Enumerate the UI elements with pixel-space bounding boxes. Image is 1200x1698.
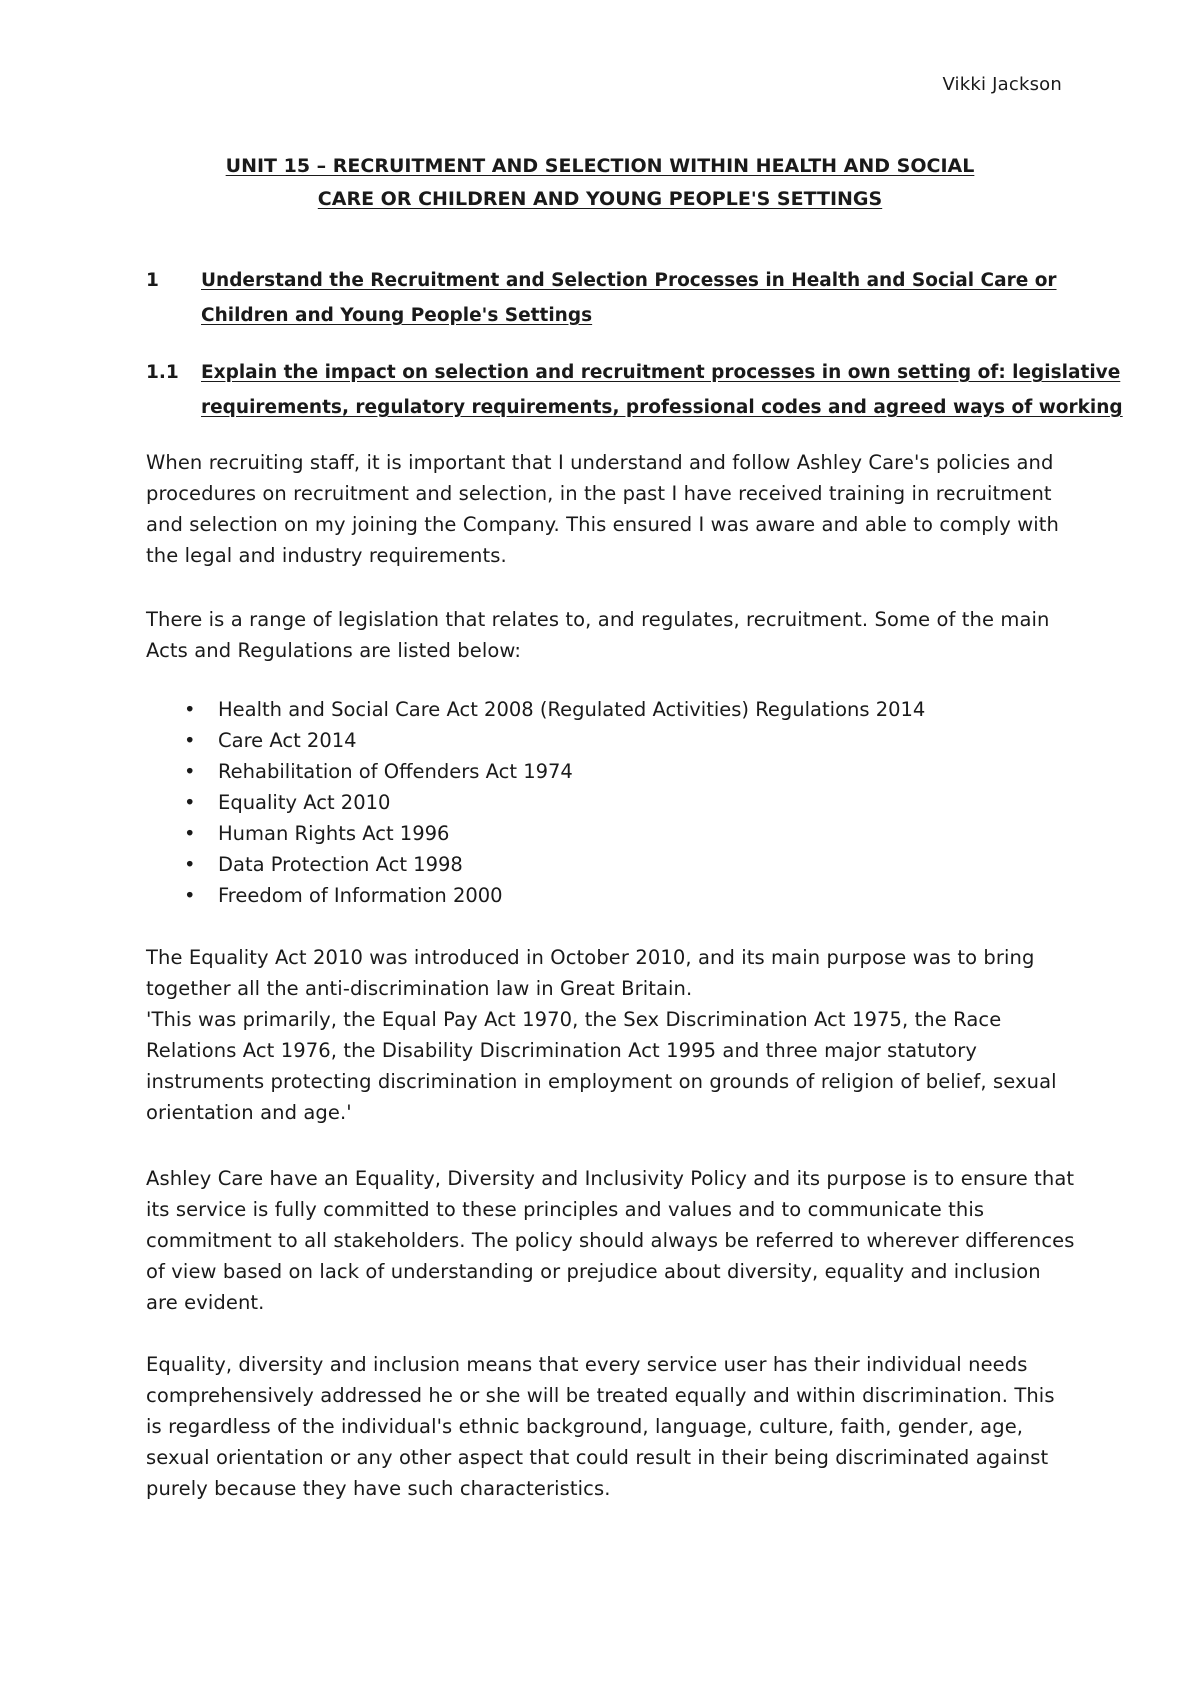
list-item xyxy=(174,725,1034,756)
section-1-title: Understand the Recruitment and Selection Processes in Health and Social Care or Children and Young People's Settings xyxy=(201,270,1057,326)
author-name: Vikki Jackson xyxy=(942,74,1062,95)
bullet-icon: • xyxy=(184,853,196,876)
paragraph-legislation-intro: There is a range of legislation that relates to, and regulates, recruitment. Some of the main Acts and Regulations are listed below: xyxy=(146,608,1050,662)
legislation-list xyxy=(174,694,1034,911)
list-item-text: Equality Act 2010 xyxy=(218,791,391,814)
list-item-text: Health and Social Care Act 2008 (Regulated Activities) Regulations 2014 xyxy=(218,698,926,721)
section-1-heading xyxy=(146,263,1146,333)
paragraph-equality-act-quote: 'This was primarily, the Equal Pay Act 1970, the Sex Discrimination Act 1975, the Race Relations Act 1976, the Disability Discrimination Act 1995 and three major statutory instruments protecting discrimination in employment on grounds of religion of belief, sexual orientation and age.' xyxy=(146,1008,1057,1124)
section-1-1-title: Explain the impact on selection and recruitment processes in own setting of: legislative requirements, regulatory requirements, professional codes and agreed ways of working xyxy=(201,362,1123,418)
list-item xyxy=(174,849,1034,880)
document-title-line-1: UNIT 15 – RECRUITMENT AND SELECTION WITHIN HEALTH AND SOCIAL xyxy=(225,155,975,177)
paragraph-equality-act: The Equality Act 2010 was introduced in October 2010, and its main purpose was to bring together all the anti-discrimination law in Great Britain. xyxy=(146,946,1035,1000)
list-item xyxy=(174,787,1034,818)
list-item xyxy=(174,818,1034,849)
bullet-icon: • xyxy=(184,760,196,783)
paragraph-recruiting-staff: When recruiting staff, it is important that I understand and follow Ashley Care's policies and procedures on recruitment and selection, in the past I have received training in recruitment and selection on my joining the Company. This ensured I was aware and able to comply with the legal and industry requirements. xyxy=(146,451,1059,567)
list-item-text: Human Rights Act 1996 xyxy=(218,822,450,845)
list-item xyxy=(174,880,1034,911)
document-title-line-2: CARE OR CHILDREN AND YOUNG PEOPLE'S SETTINGS xyxy=(317,188,883,210)
section-1-1-number: 1.1 xyxy=(146,362,179,383)
bullet-icon: • xyxy=(184,729,196,752)
list-item-text: Data Protection Act 1998 xyxy=(218,853,463,876)
list-item-text: Care Act 2014 xyxy=(218,729,357,752)
list-item xyxy=(174,756,1034,787)
section-1-number: 1 xyxy=(146,270,159,291)
list-item-text: Rehabilitation of Offenders Act 1974 xyxy=(218,760,573,783)
list-item-text: Freedom of Information 2000 xyxy=(218,884,503,907)
bullet-icon: • xyxy=(184,884,196,907)
bullet-icon: • xyxy=(184,791,196,814)
paragraph-equality-diversity-inclusion: Equality, diversity and inclusion means that every service user has their individual needs comprehensively addressed he or she will be treated equally and within discrimination. This is regardless of the individual's ethnic background, language, culture, faith, gender, age, sexual orientation or any other aspect that could result in their being discriminated against purely because they have such characteristics. xyxy=(146,1353,1055,1500)
paragraph-ashley-care-policy: Ashley Care have an Equality, Diversity and Inclusivity Policy and its purpose is to ensure that its service is fully committed to these principles and values and to communicate this commitment to all stakeholders. The policy should always be referred to wherever differences of view based on lack of understanding or prejudice about diversity, equality and inclusion are evident. xyxy=(146,1167,1075,1314)
section-1-1-heading xyxy=(146,355,1156,425)
list-item xyxy=(174,694,1034,725)
bullet-icon: • xyxy=(184,698,196,721)
bullet-icon: • xyxy=(184,822,196,845)
document-title xyxy=(120,150,1080,216)
